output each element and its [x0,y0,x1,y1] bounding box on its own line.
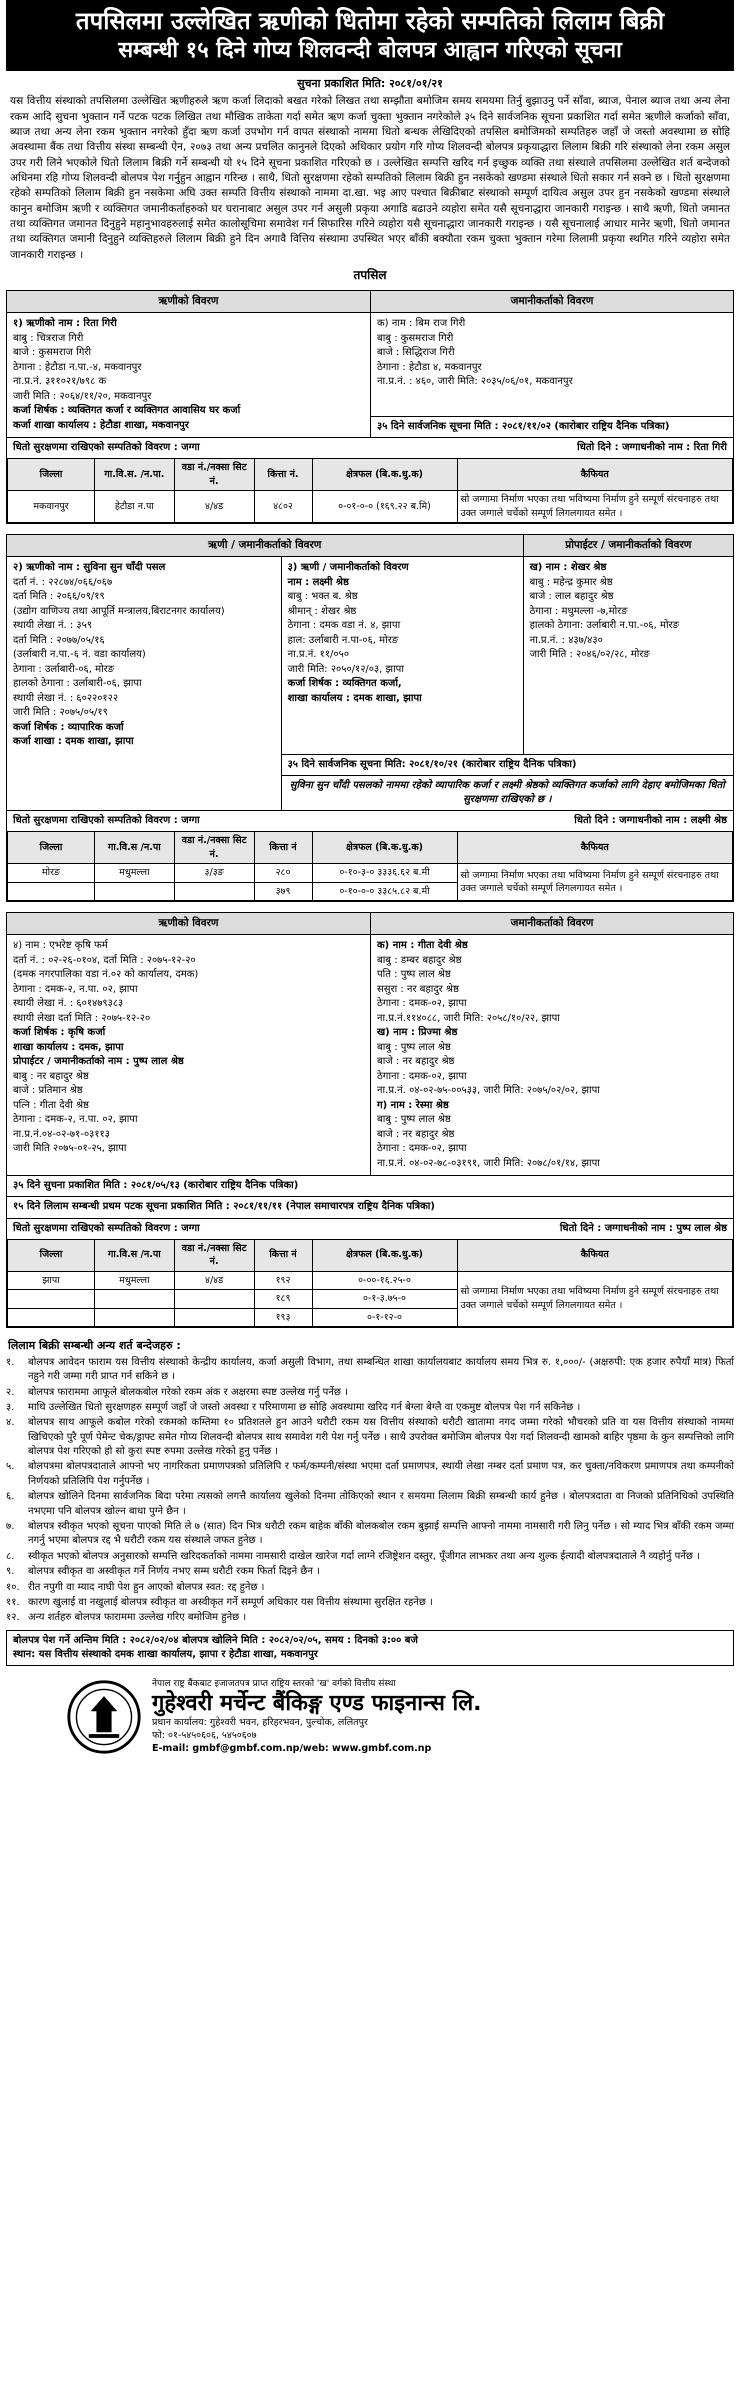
case-3-notice-2: १५ दिने लिलाम सम्बन्धी प्रथम पटक सूचना प्रकाशित मिति : २०८१/११/११ (नेपाल समाचारपत्र राष्ट्रिय दैनिक पत्रिका) [7,1196,733,1217]
detail-line: ठेगाना : दमक-२, न.पा. ०२, झापा [13,983,138,995]
cell-area: ०-१-१२-० [312,1308,457,1326]
detail-line: पति : पुष्प लाल श्रेष्ठ [377,969,451,981]
publish-date: सुचना प्रकाशित मिति: २०८१/०१/२१ [297,76,443,90]
case-3-guarantors [370,935,733,1175]
column-header: कित्ता नं [254,1239,312,1271]
condition-number: १. [6,1356,15,1368]
detail-line: ख) नाम : प्रिज्मा श्रेष्ठ [377,1027,458,1039]
cell-ward: ४/४ड [174,1271,254,1289]
detail-line: ठेगाना : हेटौडा न.पा.-४, मकवानपुर [13,361,142,373]
detail-line: ठेगाना : उर्लाबारी-०६, मोरङ [13,663,115,675]
condition-text: बोलपत्र फाराममा आफूले बोलकबोल गरेको रकम अंक र अक्षरमा स्पष्ट उल्लेख गर्नु पर्नेछ । [28,1386,348,1398]
cell-area: ०-००-१६.२५-० [312,1271,457,1289]
condition-item [6,1581,734,1595]
condition-number: १०. [6,1581,20,1593]
cell-district: मकवानपुर [8,491,95,523]
email-web: E-mail: gmbf@gmbf.com.np/web: www.gmbf.com.np [152,1742,432,1754]
column-header: क्षेत्रफल (बि.क.धु.क) [312,459,457,491]
cell-area: ०-१०-३-० ३३३६.६२ ब.मी [312,864,457,882]
detail-line: ना.प्र.नं. ३११०२१/७९८ क [13,376,107,388]
condition-text: स्वीकृत भएको बोलपत्र अनुसारको सम्पत्ति खरिदकर्ताको नाममा नामसारी दाखेल खारेज गर्दा लाग्ने रजिष्ट्रेशन दस्तुर, पूँजीगत लाभकर तथा अन्य शुल्क ईत्यादी बोलपत्रदाताले नै व्यहोर्नु पर्नेछ । [28,1550,700,1562]
table-row [8,1271,733,1289]
case-2-notice: ३५ दिने सार्वजनिक सूचना मिति: २०८१/१०/२१ (कारोबार राष्ट्रिय दैनिक पत्रिका) [281,754,733,775]
column-header: गा.वि.स /न.पा [95,1239,175,1271]
case-3-land-table [7,1239,733,1327]
condition-number: ४. [6,1417,15,1429]
condition-item [6,1460,734,1489]
detail-line: ना.प्र.नं. ०४-०२-७५-००५३३, जारी मिति: २०७५/०२/०२, झापा [377,1085,600,1097]
condition-item [6,1416,734,1459]
condition-text: कारण खुलाई वा नखुलाई बोलपत्र स्वीकृत वा अस्वीकृत गर्ने सम्पूर्ण अधिकार यस वित्तीय संस्थामा सुरक्षित रहनेछ । [28,1597,433,1608]
detail-line: ठेगाना : मधुमल्ला -७,मोरङ [529,605,628,617]
condition-number: ६. [6,1491,15,1503]
column-header: जिल्ला [8,832,95,864]
detail-line: स्थायी लेखा नं. : ६०२२०१२२ [13,692,119,704]
detail-line: जारी मिति: २०५०/१२/०३, झापा [287,663,404,675]
cell-kitta: १९२ [254,1271,312,1289]
deadline-place: स्थान: यस वित्तीय संस्थाको दमक शाखा कार्यालय, झापा र हेटौडा शाखा, मकवानपुर [13,1648,318,1660]
cell-ward [174,882,254,900]
borrower-guarantor-header: ऋणी / जमानीकर्ताको विवरण [7,535,523,557]
phone: फो: ०१-५४५०६०६, ५४५०६०७ [152,1730,257,1742]
cell-kitta: ३७९ [254,882,312,900]
detail-line: कर्जा शिर्षक : व्यक्तिगत कर्जा र व्यक्तिगत आवासिय घर कर्जा [13,405,241,417]
borrower-header: ऋणीको विवरण [7,291,370,313]
proprietor-header: प्रोपाईटर / जमानीकर्ताको विवरण [523,535,733,557]
detail-line: बाबु : पुष्प लाल श्रेष्ठ [377,1041,451,1053]
detail-line: नाम : लक्ष्मी श्रेष्ठ [287,576,349,588]
detail-line: ना.प्र.नं. ०४-०२-७८-०३१९१, जारी मिति: २०७८/०१/१४, झापा [377,1157,600,1169]
case-1-notice: ३५ दिने सार्वजनिक सूचना मिति : २०८१/११/०२ (कारोबार राष्ट्रिय दैनिक पत्रिका) [371,416,733,437]
condition-number: २. [6,1386,15,1398]
company-name: गुहेश्वरी मर्चेन्ट बैंकिङ्ग एण्ड फाइनान्स लि. [152,1690,482,1716]
guarantor-header: जमानीकर्ताको विवरण [370,291,733,313]
column-header: गा.वि.स /न.पा [95,832,175,864]
condition-item [6,1490,734,1519]
condition-number: ८. [6,1550,15,1562]
case-3-block [6,912,734,1328]
detail-line: जारी मिति : २०६४/११/२०, मकवानपुर [13,390,152,402]
case-1-block [6,290,734,524]
cell-ward [174,1290,254,1308]
detail-line: बाबु : डम्बर बहादुर श्रेष्ठ [377,954,462,966]
cell-remark: सो जग्गामा निर्माण भएका तथा भविष्यमा निर्माण हुने सम्पूर्ण संरचनाहरु तथा उक्त जग्गाले चर्चेको सम्पूर्ण लिगलगायत समेत । [457,864,733,901]
detail-line: कर्जा शिर्षक : व्यापारिक कर्जा [13,721,124,733]
detail-line: बाजे : नर बहादुर श्रेष्ठ [377,1056,455,1068]
case-2-borrower-guarantor [281,557,523,754]
cell-district [8,1290,95,1308]
condition-item [6,1565,734,1579]
case-2-italic-note: सुविना सुन चाँदी पसलको नाममा रहेको व्यापारिक कर्जा र लक्ष्मी श्रेष्ठको व्यक्तिगत कर्जाको लागि देहाए बमोजिमका धितो सुरक्षणमा राखिएको छ । [281,775,733,810]
detail-line: (दमक नगरपालिका वडा नं.०२ को कार्यालय, दमक) [13,969,199,981]
cell-area: ०-१०-०-० ३३८५.८२ ब.मी [312,882,457,900]
cell-vdc [95,1308,175,1326]
column-header: कित्ता नं. [254,459,312,491]
detail-line: स्थायी लेखा नं. : ३५९ [13,620,93,632]
conditions-title: लिलाम बिक्री सम्बन्धी अन्य शर्त बन्देजहरु : [8,1339,181,1353]
schedule-title: तपसिल [353,268,387,283]
detail-line: ग) नाम : रेस्मा श्रेष्ठ [377,1099,449,1111]
case-2-proprietor [523,557,733,754]
detail-line: स्थायी लेखा दर्ता मिति : २०७५-१२-२० [13,1012,151,1024]
detail-line: कर्जा शाखा : दमक शाखा, झापा [13,736,134,748]
detail-line: ४) नाम : एभरेष्ट कृषि फर्म [13,940,108,952]
detail-line: जारी मिति २०७५-०१-२५, झापा [13,1143,127,1155]
condition-item [6,1401,734,1415]
detail-line: पत्नि : गीता देवी श्रेष्ठ [13,1099,89,1111]
case-3-collateral-header [7,1218,733,1239]
case-2-block [6,534,734,902]
condition-text: बोलपत्र खोलिने दिनमा सार्वजनिक बिदा परेमा त्यसको लगत्तै कार्यालय खुलेको दिनमा तोकिएको स्थान र समयमा लिलाम बिक्री सम्बन्धी कार्य हुनेछ । बोलपत्रदाता वा निजको प्रतिनिधिको उपस्थिति नभएमा पनि बोलपत्र खोल्न बाधा पुग्ने छैन । [28,1491,734,1517]
guarantor-header: जमानीकर्ताको विवरण [370,913,733,935]
condition-text: बोलपत्रमा बोलपत्रदाताले आफ्नो भए नागरिकता प्रमाणपत्रको प्रतिलिपि र फर्म/कम्पनी/संस्था भएमा दर्ता प्रमाणपत्र, स्थायी लेखा नम्बर दर्ता प्रमाण पत्र, कर चुक्ता/नविकरण प्रमाणपत्र तथा कम्पनीको निर्णयको प्रतिलिपि पेश गर्नुपर्नेछ । [28,1461,734,1487]
column-header: जिल्ला [8,1239,95,1271]
column-header: कैफियत [457,1239,733,1271]
condition-number: ७. [6,1521,15,1533]
cell-vdc [95,1290,175,1308]
condition-item [6,1356,734,1385]
detail-line: बाजे : कुसमराज गिरी [13,347,92,359]
detail-line: (उर्लाबारी न.पा.-६ नं. वडा कार्यालय) [13,649,146,661]
cell-kitta: १८९ [254,1290,312,1308]
case-1-borrower [7,313,370,437]
conditions-list [6,1356,734,1626]
condition-item [6,1520,734,1549]
cell-vdc [95,882,175,900]
detail-line: स्थायी लेखा नं. : ६०१४७९३८३ [13,998,124,1010]
detail-line: जारी मिति : २०४६/०२/२८, मोरङ [529,649,650,661]
head-office: प्रधान कार्यालय: गुहेश्वरी भवन, हरिहरभवन, पुल्चोक, ललितपुर [152,1717,368,1729]
cell-area: ०-०१-०-० (१६९.२२ ब.मि) [312,491,457,523]
detail-line: प्रोपाईटर / जमानीकर्ताको नाम : पुष्प लाल श्रेष्ठ [13,1056,184,1068]
land-owner: धितो दिने : जग्गाधनीको नाम : रिता गिरी [577,442,727,454]
detail-line: हालको ठेगाना: उर्लाबारी न.पा.-०६, मोरङ [529,620,679,632]
detail-line: दर्ता मिति : २०६६/०९/१९ [13,591,105,603]
detail-line: ठेगाना : हेटौडा ४, मकवानपुर [377,361,482,373]
detail-line: बाजे : लाल बहादुर श्रेष्ठ [529,591,614,603]
cell-ward: ३/३ङ [174,864,254,882]
case-1-collateral-header [7,437,733,458]
condition-text: रीत नपुगी वा म्याद नाघी पेश हुन आएको बोलपत्र स्वत: रद्द हुनेछ । [28,1581,265,1593]
borrower-header: ऋणीको विवरण [7,913,370,935]
condition-number: ३. [6,1401,15,1413]
detail-line: बाबु : पुष्प लाल श्रेष्ठ [377,1114,451,1126]
column-header: कित्ता नं [254,832,312,864]
condition-text: माथि उल्लेखित धितो सुरक्षणहरु सम्पूर्ण जहाँ जे जस्तो अवस्था र परिमाणमा छ सोहि अवस्थामा खरिद गर्न बेग्ला बेग्लै वा एकमुष्ट बोलपत्र पेश गर्न सकिनेछ । [28,1401,581,1413]
condition-item [6,1386,734,1400]
detail-line: ना.प्र.नं. : ४३७/४३० [529,634,603,646]
detail-line: कर्जा शिर्षक : व्यक्तिगत कर्जा, [287,678,402,690]
cell-ward: ४/४ड [174,491,254,523]
case-1-guarantor [371,313,733,416]
detail-line: ठेगाना : दमक-०२, झापा [377,1143,467,1155]
detail-line: ठेगाना : दमक-२, न.पा. ०२, झापा [13,1114,138,1126]
column-header: क्षेत्रफल (बि.क.धु.क) [312,832,457,864]
detail-line: कर्जा शिर्षक : कृषि कर्जा [13,1027,106,1039]
detail-line: क) नाम : गीता देवी श्रेष्ठ [377,940,468,952]
condition-text: अन्य शर्तहरु बोलपत्र फाराममा उल्लेख गरिए बमोजिम हुनेछ । [28,1612,247,1624]
footer [6,1674,734,1758]
cell-district [8,1308,95,1326]
condition-item [6,1611,734,1625]
detail-line: ना.प्र.नं.११४०८८, जारी मिति: २०५८/१०/२२, झापा [377,1012,560,1024]
cell-remark: सो जग्गामा निर्माण भएका तथा भविष्यमा निर्माण हुने सम्पूर्ण संरचनाहरु तथा उक्त जग्गाले चर्चेको सम्पूर्ण लिगलगायत समेत । [457,491,733,523]
banner-line-2: सम्बन्धी १५ दिने गोप्य शिलवन्दी बोलपत्र आह्वान गरिएको सूचना [118,37,622,63]
column-header: गा.वि.स. /न.पा. [95,459,175,491]
detail-line: दर्ता नं. : ०२-२६-०१०४, दर्ता मिति : २०७५-१२-२० [13,954,196,966]
column-header: जिल्ला [8,459,95,491]
detail-line: ससुरा : नर बहादुर श्रेष्ठ [377,983,459,995]
land-owner: धितो दिने : जग्गाधनीको नाम : पुष्प लाल श्रेष्ठ [559,1222,727,1234]
case-2-land-table [7,831,733,901]
column-header: कैफियत [457,832,733,864]
cell-vdc: मधुमल्ला [95,1271,175,1289]
detail-line: हालको ठेगाना : उर्लाबारी-०६, झापा [13,678,142,690]
detail-line: कर्जा शाखा कार्यालय : हेटौडा शाखा, मकवानपुर [13,419,189,431]
detail-line: १) ऋणीको नाम : रिता गिरी [13,318,117,330]
detail-line: ना.प्र.नं.०४-०२-७१-०३११३ [13,1128,110,1140]
detail-line: २) ऋणीको नाम : सुविना सुन चाँदी पसल [13,562,166,574]
banner-line-1: तपसिलमा उल्लेखित ऋणीको धितोमा रहेको सम्पतिको लिलाम बिक्री [75,7,665,35]
land-owner: धितो दिने : जग्गाधनीको नाम : लक्ष्मी श्रेष्ठ [574,815,727,827]
condition-item [6,1596,734,1610]
column-header: वडा नं./नक्सा सिट नं. [174,1239,254,1271]
detail-line: क) नाम : बिम राज गिरी [377,318,466,330]
collateral-title: धितो सुरक्षणमा राखिएको सम्पतिको विवरण : जग्गा [13,1222,200,1234]
detail-line: बाजे : प्रतिमान श्रेष्ठ [13,1085,83,1097]
case-3-notice-1: ३५ दिने सुचना प्रकाशित मिति : २०८१/०५/१३ (कारोबार राष्ट्रिय दैनिक पत्रिका) [7,1175,733,1196]
detail-line: दर्ता नं. : २२८७४/०६६/०६७ [13,576,113,588]
detail-line: ना.प्र.नं. : ४६०, जारी मिति: २०३५/०६/०१, मकवानपुर [377,376,573,388]
case-1-land-table [7,458,733,523]
case-2-borrower [7,557,281,754]
detail-line: शाखा कार्यालय : दमक शाखा, झापा [287,692,422,704]
cell-district [8,882,95,900]
column-header: क्षेत्रफल (बि.क.धु.क) [312,1239,457,1271]
detail-line: बाबु : कुसमराज गिरी [377,332,454,344]
condition-number: ११. [6,1597,20,1608]
detail-line: जारी मिति : २०७५/०५/१९ [13,707,108,719]
detail-line: ख) नाम : शेखर श्रेष्ठ [529,562,607,574]
table-row [8,864,733,882]
collateral-title: धितो सुरक्षणमा राखिएको सम्पतिको विवरण : जग्गा [13,815,200,827]
detail-line: शाखा कार्यालय : दमक, झापा [13,1041,124,1053]
detail-line: बाबु : भक्त ब. श्रेष्ठ [287,591,358,603]
column-header: कैफियत [457,459,733,491]
detail-line: बाजे : सिद्धिराज गिरी [377,347,455,359]
detail-line: ठेगाना : दमक वडा नं. ४, झापा [287,620,401,632]
detail-line: दर्ता मिति : २०७७/०५/१६ [13,634,105,646]
company-logo-icon [66,1679,142,1755]
cell-remark: सो जग्गामा निर्माण भएका तथा भविष्यमा निर्माण हुने सम्पूर्ण संरचनाहरु तथा उक्त जग्गाले चर्चेको सम्पूर्ण लिगलगायत समेत । [457,1271,733,1326]
condition-number: १२. [6,1612,20,1624]
deadline-dates: बोलपत्र पेश गर्ने अन्तिम मिति : २०८२/०२/०४ बोलपत्र खोलिने मिति : २०८२/०२/०५, समय : दिनको ३:०० बजे [13,1634,418,1646]
detail-line: हाल: उर्लाबारी न.पा-०६, मोरङ [287,634,399,646]
column-header: वडा नं./नक्सा सिट नं. [174,832,254,864]
condition-text: बोलपत्र आवेदन फाराम यस वित्तीय संस्थाको केन्द्रीय कार्यालय, कर्जा असुली विभाग, तथा सम्बन्धित शाखा कार्यालयबाट कार्यालय समय भित्र रु. १,०००/- (अक्षरुपी: एक हजार रुपैयाँ मात्र) फिर्ता नहुने गरी जम्मा गरी प्राप्त गर्न सकिने छ । [28,1356,734,1383]
detail-line: श्रीमान् : शेखर श्रेष्ठ [287,605,357,617]
cell-kitta: १९३ [254,1308,312,1326]
detail-line: ठेगाना : दमक-०२, झापा [377,1070,467,1082]
detail-line: बाबु : चित्रराज गिरी [13,332,84,344]
cell-vdc: मधुमल्ला [95,864,175,882]
cell-district: मोरङ [8,864,95,882]
table-row [8,491,733,523]
column-header: वडा नं./नक्सा सिट नं. [174,459,254,491]
detail-line: बाबु : महेन्द्र कुमार श्रेष्ठ [529,576,613,588]
cell-ward [174,1308,254,1326]
condition-item [6,1550,734,1564]
deadline-box [6,1630,734,1666]
condition-text: बोलपत्र साथ आफूले कबोल गरेको रकमको कम्तिमा १० प्रतिशतले हुन आउने धरौटी रकम यस वित्तीय संस्थाको धरौटी खातामा नगद जम्मा गरेको भौचरको प्रति वा यस वित्तीय संस्थाको नाममा खिचिएको पुरै पूर्ण पेमेन्ट चेक/ड्राफ्ट समेत गोप्य शिलवन्दी बोलपत्र साथ समावेश गरी पेश गर्नु पर्नेछ । साथै उपरोक्त बमोजिम बोलपत्र पेश गर्दा शिलवन्दी खामको बाहिर पृष्ठमा के कुन सम्पत्तिको लागि बोलपत्र पेश गरिएको हो सो कुरा स्पष्ट रुपमा उल्लेख गरेको हुनु पर्नेछ । [28,1417,734,1458]
condition-number: ९. [6,1566,15,1578]
cell-kitta: २८० [254,864,312,882]
intro-paragraph: यस वित्तीय संस्थाको तपसिलमा उल्लेखित ऋणीहरुले ऋण कर्जा लिदाको बखत गरेको लिखत तथा सम्झौता बमोजिम समय समयमा तिर्नु बुझाउनु पर्ने साँवा, ब्याज, पेनाल ब्याज तथा अन्य लेना रकम आदि सुचना भुक्तान गर्ने पटक पटक लिखित तथा मौखिक ताकेता गर्दा समेत ऋण कर्जा चुक्ता भुक्तान नगरेकोले ३५ दिने सार्वजनिक सूचना प्रकाशित गर्दा समेत ऋणीले कर्जाको साँवा, ब्याज तथा अन्य लेना रकम भुक्तान नगरेको हुँदा ऋण कर्जा उपभोग गर्न वापत संस्थाको नाममा धितो बन्धक लेखिदिएको तपसिल बमोजिमको सम्पतिहरु जहाँ जे जस्तो अवस्थामा छ सोहि अवस्थामा बैंक तथा वित्तीय संस्था सम्बन्धी ऐन, २०७३ तथा अन्य प्रचलित कानुनले दिएको अधिकार प्रयोग गरि गोप्य शिलवन्दी बोलपत्र प्रकृयाद्धारा लिलाम बिक्री गरि संस्थाको लेना रकम असुल उपर गरी लिने भएकोले धितो लिलाम बिक्री गर्ने सम्बन्धी यो १५ दिने सूचना प्रकाशित गरिएको छ । उल्लेखित सम्पत्ति खरिद गर्न इच्छुक व्यक्ति तथा संस्थाले तपसिलमा उल्लेखित शर्त बन्देजको अधिनमा रहि गोप्य शिलवन्दी बोलपत्र पेश गर्नुहुन आह्वान गरिन्छ । साथै, धितो सुरक्षणमा रहेको सम्पतिको लिलाम बिक्री हुन नसकेको खण्डमा संस्थाले धितो सकार गर्न सक्ने छ । धितो सुरक्षणमा रहेको सम्पतिको लिलाम बिक्री हुन नसकेमा अघि उक्त सम्पति वित्तीय संस्थाको नाममा दा.खा. भइ आए पश्चात बिक्रीबाट संस्थाको सम्पूर्ण दायित्व असुल उपर हुन नसकेको खण्डमा संस्थाले कानुन बमोजिम ऋणी र व्यक्तिगत जमानीकर्ताहरुको घर घरानाबाट असुल उपर गर्न असुली प्रकृया अगाडि बढाउने व्यहोरा समेत यसै सूचनाद्धारा जानकारी गराइन्छ । साथै ऋणी, धितो जमानत तथा व्यक्तिगत जमानत दिनुहुने महानुभावहरुलाई समेत कालोसूचिमा समावेश गर्न सिफारिस गरिने व्यहोरा यसै सूचनाद्धारा जानकारी गराइन्छ । यसै सूचनालाई आधार मानेर ऋणी, धितो जमानत तथा व्यक्तिगत जमानी दिनुहुने व्यक्तिहरुले लिलाम बिक्री हुने दिन अगावै वित्तिय संस्थामा उपस्थित भएर बाँकी बक्यौता रकम चुक्ता भुक्तान गरेमा लिलामी प्रकृया स्थगित गरिने व्यहोरा समेत जानकारी गराइन्छ । [10,95,730,261]
condition-text: बोलपत्र स्वीकृत भएको सूचना पाएको मिति ले ७ (सात) दिन भित्र धरौटी रकम बाहेक बाँकी बोलकबोल रकम बुझाई सम्पत्ति आफ्नो नाममा नामसारी गरी लिनु पर्नेछ । सो म्याद भित्र बाँकी रकम जम्मा नगर्नु भएमा बोलपत्र रद्द भै धरौटी रकम यस संस्थाले जफत हुनेछ । [28,1521,734,1547]
detail-line: ना.प्र.नं. ११/०५० [287,649,350,661]
cell-area: ०-१-३.७५-० [312,1290,457,1308]
notice-banner [6,0,734,71]
cell-vdc: हेटौडा न.पा [95,491,175,523]
case-3-borrower [7,935,370,1175]
detail-line: बाबु : नर बहादुर श्रेष्ठ [13,1070,89,1082]
detail-line: बाजे : नर बहादुर श्रेष्ठ [377,1128,455,1140]
collateral-title: धितो सुरक्षणमा राखिएको सम्पतिको विवरण : जग्गा [13,442,200,454]
case-2-collateral-header [7,810,733,831]
detail-line: ३) ऋणी / जमानीकर्ताको विवरण [287,562,409,574]
detail-line: (उद्योग वाणिज्य तथा आपूर्ति मन्त्रालय,बिराटनगर कार्यालय) [13,605,225,617]
cell-district: झापा [8,1271,95,1289]
footer-tagline: नेपाल राष्ट्र बैंकबाट इजाजतपत्र प्राप्त राष्ट्रिय स्तरको 'ख' वर्गको वित्तीय संस्था [152,1679,396,1690]
condition-text: बोलपत्र स्वीकृत वा अस्वीकृत गर्ने निर्णय नभए सम्म धरौटी रकम फिर्ता दिइने छैन । [28,1566,320,1578]
cell-kitta: ४८०२ [254,491,312,523]
detail-line: ठेगाना : दमक-०२, झापा [377,998,467,1010]
condition-number: ५. [6,1461,15,1473]
